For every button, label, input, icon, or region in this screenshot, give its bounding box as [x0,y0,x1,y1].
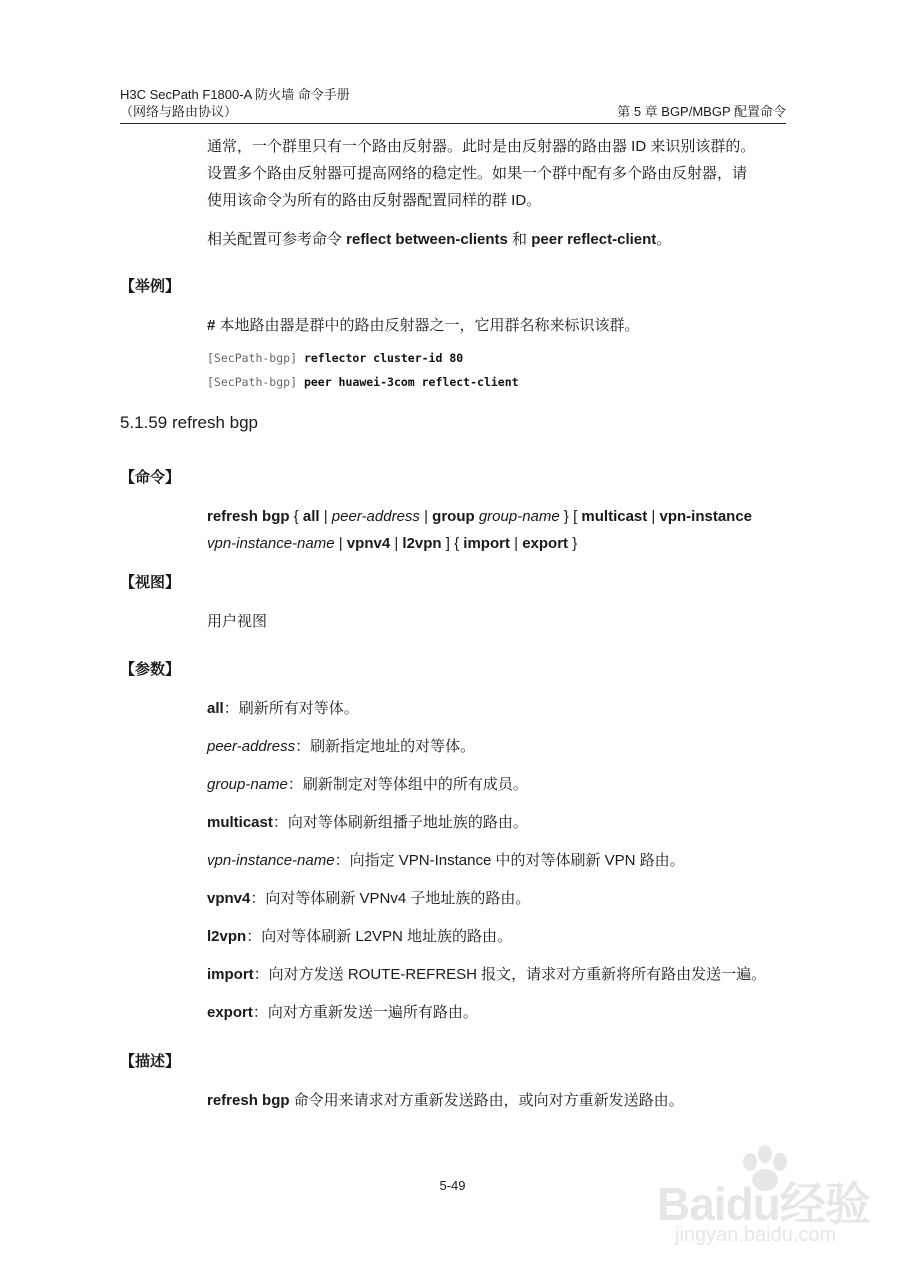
code-line: [SecPath-bgp] reflector cluster-id 80 [207,351,464,365]
params-heading: 【参数】 [120,661,181,678]
command-syntax [207,503,752,557]
related-command: peer reflect-client [531,231,657,248]
param-item: import：向对方发送 ROUTE-REFRESH 报文，请求对方重新将所有路由发送一遍。 [207,966,767,983]
watermark-url: jingyan.baidu.com [675,1224,837,1246]
description-text: refresh bgp 命令用来请求对方重新发送路由，或向对方重新发送路由。 [207,1092,684,1109]
header-rule [120,123,786,124]
related-config: 相关配置可参考命令 reflect between-clients 和 peer reflect-client。 [207,231,672,248]
intro-paragraph [207,133,755,214]
param-item: export：向对方重新发送一遍所有路由。 [207,1004,478,1021]
description-heading: 【描述】 [120,1053,181,1070]
watermark-brand: Baidu经验 [657,1178,870,1230]
header-volume: （网络与路由协议） [120,104,238,119]
example-heading: 【举例】 [120,278,181,295]
param-item: vpnv4：向对等体刷新 VPNv4 子地址族的路由。 [207,890,531,907]
command-heading: 【命令】 [120,469,181,486]
baidu-watermark [645,1140,885,1260]
param-item: group-name：刷新制定对等体组中的所有成员。 [207,776,528,793]
param-item: multicast：向对等体刷新组播子地址族的路由。 [207,814,528,831]
header-product: H3C SecPath F1800-A 防火墙 命令手册 [120,87,350,102]
param-item: peer-address：刷新指定地址的对等体。 [207,738,476,755]
example-comment: # 本地路由器是群中的路由反射器之一，它用群名称来标识该群。 [207,317,640,334]
command-line-2: vpn-instance-name | vpnv4 | l2vpn ] { import | export } [207,535,578,552]
code-line: [SecPath-bgp] peer huawei-3com reflect-client [207,375,519,389]
related-command: reflect between-clients [346,231,508,248]
page-number: 5-49 [439,1178,466,1193]
intro-line: 使用该命令为所有的路由反射器配置同样的群 ID。 [207,192,542,209]
section-title: 5.1.59 refresh bgp [120,413,258,432]
header-chapter: 第 5 章 BGP/MBGP 配置命令 [617,104,786,119]
intro-line: 设置多个路由反射器可提高网络的稳定性。如果一个群中配有多个路由反射器，请 [207,165,748,182]
param-item: vpn-instance-name：向指定 VPN-Instance 中的对等体刷新 VPN 路由。 [207,852,685,869]
command-line-1: refresh bgp { all | peer-address | group group-name } [ multicast | vpn-instance [207,508,753,525]
param-item: all：刷新所有对等体。 [207,700,359,717]
view-heading: 【视图】 [120,574,181,591]
intro-line: 通常，一个群里只有一个路由反射器。此时是由反射器的路由器 ID 来识别该群的。 [207,138,756,155]
view-text: 用户视图 [207,613,268,630]
page-header [120,86,786,120]
param-item: l2vpn：向对等体刷新 L2VPN 地址族的路由。 [207,928,513,945]
